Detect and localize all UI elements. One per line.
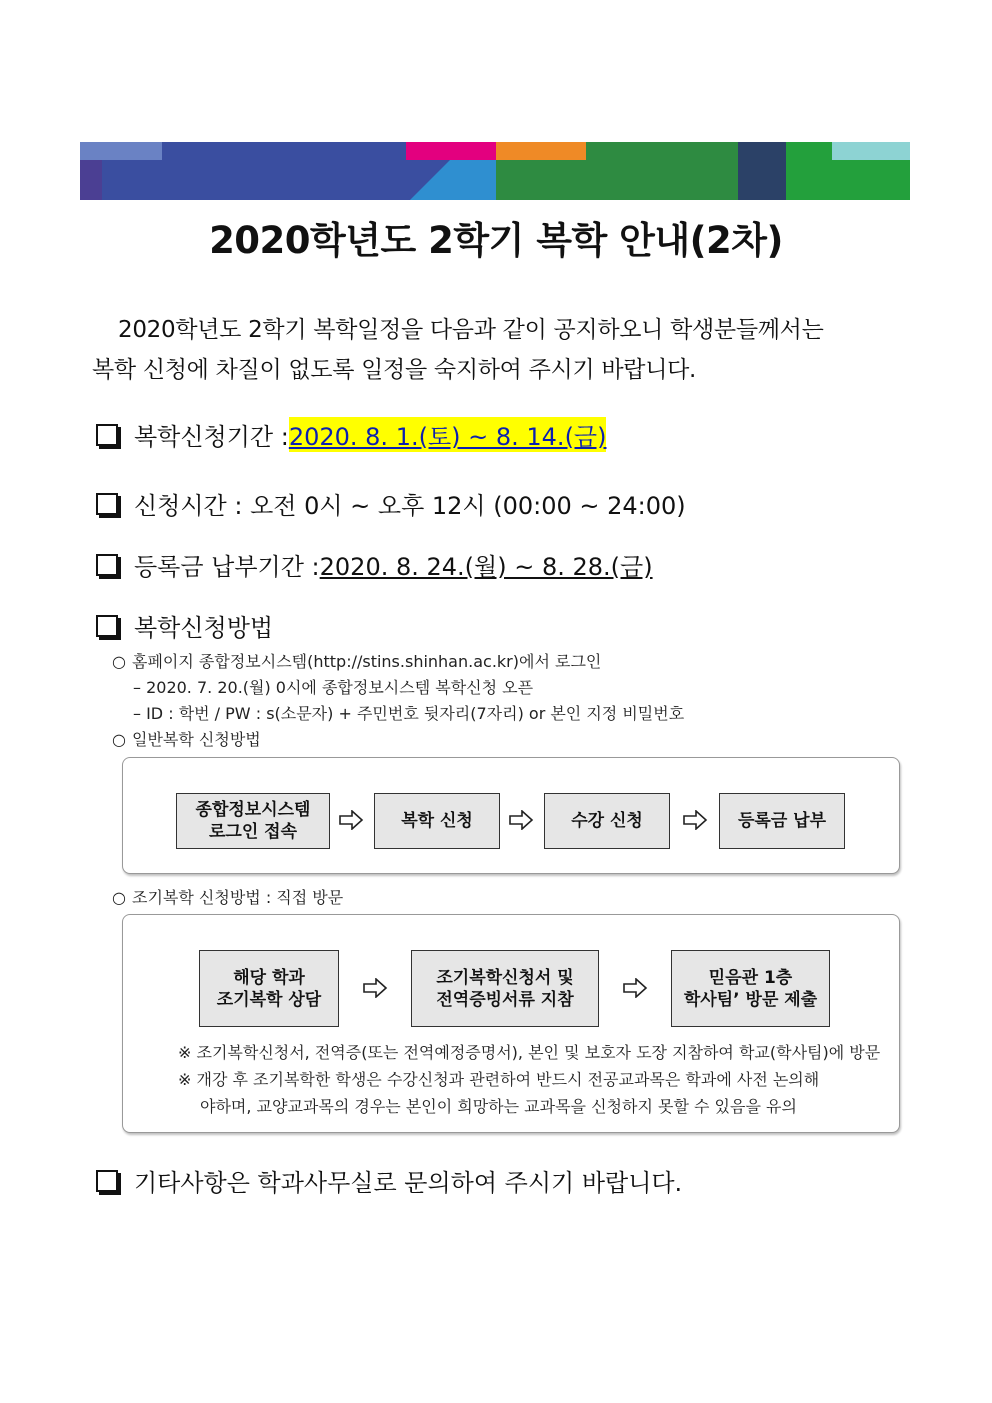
circle-bullet-icon: ○ [112,730,126,749]
tuition-value: 2020. 8. 24.(월) ~ 8. 28.(금) [319,553,653,581]
section-tuition-period [96,547,653,582]
early-step-consult: 해당 학과 조기복학 상담 [199,950,339,1027]
early-note-2b: 야하며, 교양교과목의 경우는 본인이 희망하는 교과목을 신청하지 못할 수 있음을 유의 [200,1097,797,1116]
method-homepage [112,649,601,672]
intro-paragraph [92,310,917,390]
arrow-right-icon [622,978,648,998]
section-other [96,1163,682,1198]
early-label: 조기복학 신청방법 : 직접 방문 [132,888,344,907]
flow-step-apply: 복학 신청 [374,793,500,849]
method-login-info: – ID : 학번 / PW : s(소문자) + 주민번호 뒷자리(7자리) or 본인 지정 비밀번호 [133,704,685,723]
early-step-documents: 조기복학신청서 및 전역증빙서류 지참 [411,950,599,1027]
header-color-banner [80,142,910,200]
checkbox-square-icon [96,554,118,576]
arrow-right-icon [508,810,534,830]
flow-step-login: 종합정보시스템 로그인 접속 [176,793,330,849]
section-application-time [96,486,686,521]
arrow-right-icon [362,978,388,998]
method-open-date: – 2020. 7. 20.(월) 0시에 종합정보시스템 복학신청 오픈 [133,678,534,697]
method-label: 복학신청방법 [134,614,274,642]
general-method-heading [112,727,261,750]
period-value: 2020. 8. 1.(토) ~ 8. 14.(금) [289,417,607,452]
circle-bullet-icon: ○ [112,652,126,671]
flow-step-course: 수강 신청 [544,793,670,849]
page-title: 2020학년도 2학기 복학 안내(2차) [209,219,783,262]
general-label: 일반복학 신청방법 [132,730,261,749]
arrow-right-icon [682,810,708,830]
other-label: 기타사항은 학과사무실로 문의하여 주시기 바랍니다. [134,1169,683,1197]
early-step-submit: 믿음관 1층 학사팀’ 방문 제출 [671,950,830,1027]
section-application-method [96,608,273,643]
arrow-right-icon [338,810,364,830]
time-label: 신청시간 : 오전 0시 ~ 오후 12시 (00:00 ~ 24:00) [134,492,686,520]
intro-line-1: 2020학년도 2학기 복학일정을 다음과 같이 공지하오니 학생분들께서는 [118,317,824,343]
early-note-2a: ※ 개강 후 조기복학한 학생은 수강신청과 관련하여 반드시 전공교과목은 학과에 사전 논의해 [178,1070,820,1089]
checkbox-square-icon [96,493,118,515]
checkbox-square-icon [96,1170,118,1192]
intro-line-2: 복학 신청에 차질이 없도록 일정을 숙지하여 주시기 바랍니다. [92,357,697,383]
checkbox-square-icon [96,424,118,446]
early-note-1: ※ 조기복학신청서, 전역증(또는 전역예정증명서), 본인 및 보호자 도장 지참하여 학교(학사팀)에 방문 [178,1043,881,1062]
tuition-label: 등록금 납부기간 : [134,553,320,581]
checkbox-square-icon [96,615,118,637]
early-method-heading [112,885,343,908]
section-application-period [96,417,606,452]
flow-step-tuition: 등록금 납부 [719,793,845,849]
period-label: 복학신청기간 : [134,423,289,451]
homepage-text: 홈페이지 종합정보시스템(http://stins.shinhan.ac.kr)에서 로그인 [132,652,602,671]
circle-bullet-icon: ○ [112,888,126,907]
